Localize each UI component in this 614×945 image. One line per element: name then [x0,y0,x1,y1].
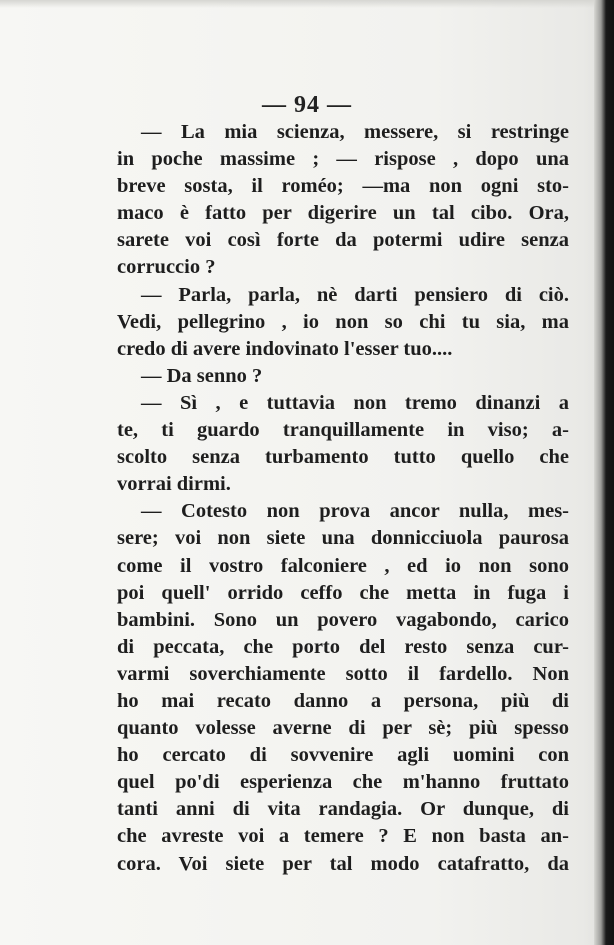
text-line: credo di avere indovinato l'esser tuo.... [117,337,453,360]
text-line: sere; voi non siete una donnicciuola paurosa [117,527,569,550]
body-text [117,119,569,878]
text-line: — Da senno ? [141,364,263,387]
text-line: in poche massime ; — rispose , dopo una [117,148,569,171]
text-line: corruccio ? [117,256,216,279]
text-line: ho mai recato danno a persona, più di [117,689,569,712]
text-line: — La mia scienza, messere, si restringe [141,121,569,143]
text-line: — Sì , e tuttavia non tremo dinanzi a [141,391,569,414]
text-line: ho cercato di sovvenire agli uomini con [117,744,569,767]
text-line: varmi soverchiamente sotto il fardello. Non [117,662,569,685]
text-line: cora. Voi siete per tal modo catafratto, da [117,852,569,875]
text-line: di peccata, che porto del resto senza cur- [117,635,569,658]
text-line: sarete voi così forte da potermi udire senza [117,229,569,252]
text-line: vorrai dirmi. [117,473,231,496]
page-top-shadow [0,0,594,8]
text-line: Vedi, pellegrino , io non so chi tu sia, ma [117,310,569,333]
text-line: te, ti guardo tranquillamente in viso; a- [117,419,569,442]
text-line: breve sosta, il roméo; —ma non ogni sto- [117,175,569,198]
text-line: — Parla, parla, nè darti pensiero di ciò. [141,283,569,306]
text-line: maco è fatto per digerire un tal cibo. Ora, [117,202,569,225]
text-line: bambini. Sono un povero vagabondo, carico [117,608,569,631]
text-line: quel po'di esperienza che m'hanno fruttato [117,771,569,794]
text-line: poi quell' orrido ceffo che metta in fuga i [117,581,569,604]
page-number: — 94 — [262,92,352,118]
page-edge-shadow [594,0,614,945]
text-line: quanto volesse averne di per sè; più spesso [117,717,569,740]
text-line: — Cotesto non prova ancor nulla, mes- [141,500,569,523]
text-line: che avreste voi a temere ? E non basta an- [117,825,569,848]
text-line: scolto senza turbamento tutto quello che [117,446,569,469]
text-line: tanti anni di vita randagia. Or dunque, di [117,798,569,821]
text-line: come il vostro falconiere , ed io non sono [117,554,569,577]
